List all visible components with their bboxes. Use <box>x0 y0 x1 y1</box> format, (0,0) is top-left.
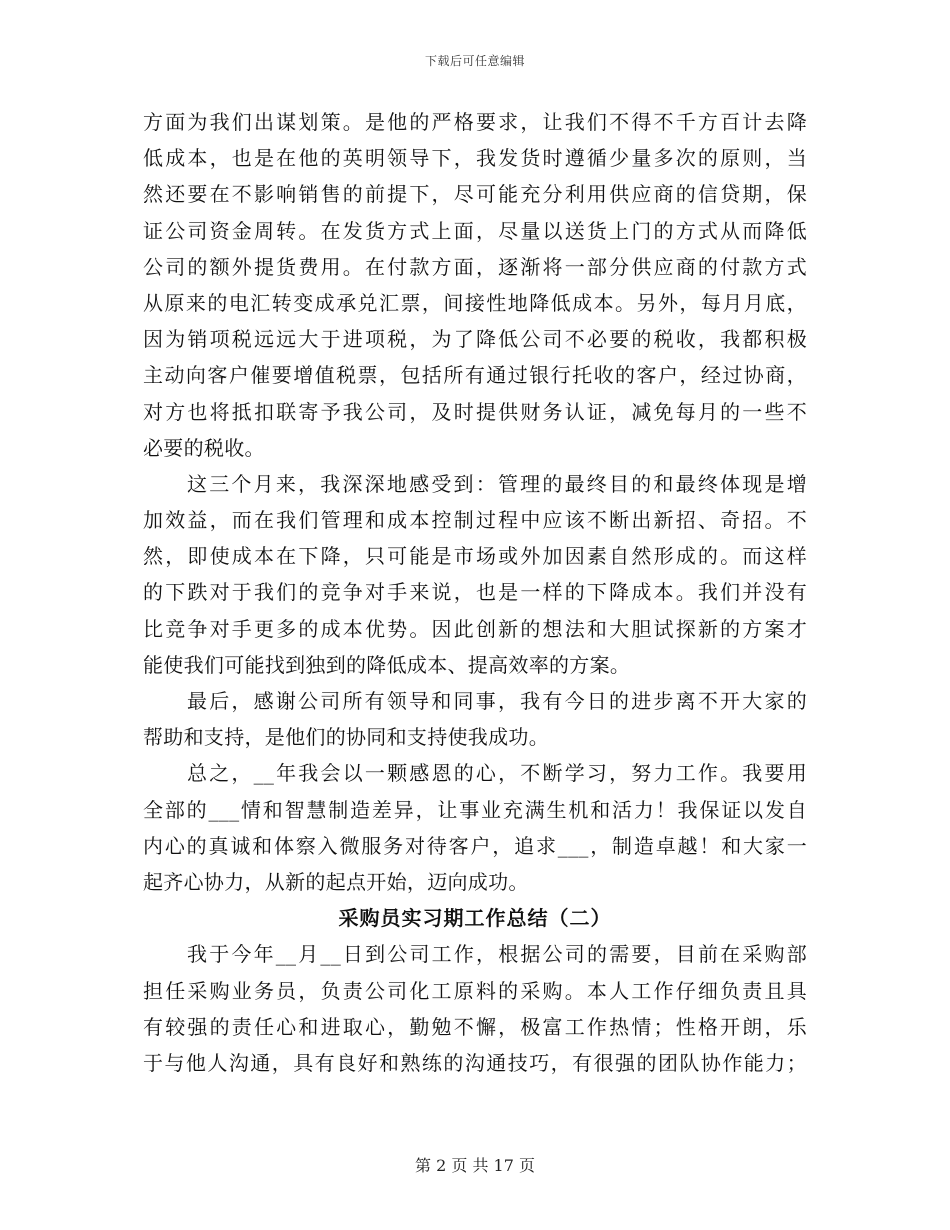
body-line: 证公司资金周转。在发货方式上面，尽量以送货上门的方式从而降低 <box>143 218 807 243</box>
download-note: 下载后可任意编辑 <box>424 54 525 68</box>
body-line: 于与他人沟通，具有良好和熟练的沟通技巧，有很强的团队协作能力； <box>143 1050 807 1075</box>
body-line: 主动向客户催要增值税票，包括所有通过银行托收的客户，经过协商， <box>143 363 807 388</box>
body-line: 有较强的责任心和进取心，勤勉不懈，极富工作热情；性格开朗，乐 <box>143 1014 807 1039</box>
body-line: 低成本，也是在他的英明领导下，我发货时遵循少量多次的原则，当 <box>143 146 807 171</box>
body-line: 加效益，而在我们管理和成本控制过程中应该不断出新招、奇招。不 <box>143 508 807 533</box>
page-number: 第 2 页 共 17 页 <box>415 1156 535 1175</box>
body-line: 然，即使成本在下降，只可能是市场或外加因素自然形成的。而这样 <box>143 544 807 569</box>
body-line: 必要的税收。 <box>143 435 265 460</box>
body-line: 内心的真诚和体察入微服务对待客户，追求___，制造卓越！和大家一 <box>143 833 807 858</box>
body-line: 担任采购业务员，负责公司化工原料的采购。本人工作仔细负责且具 <box>143 978 807 1003</box>
body-line: 总之，__年我会以一颗感恩的心，不断学习，努力工作。我要用 <box>187 761 807 786</box>
body-line: 方面为我们出谋划策。是他的严格要求，让我们不得不千方百计去降 <box>143 110 807 134</box>
body-line: 帮助和支持，是他们的协同和支持使我成功。 <box>143 725 549 750</box>
body-line: 比竞争对手更多的成本优势。因此创新的想法和大胆试探新的方案才 <box>143 616 807 641</box>
body-line: 最后，感谢公司所有领导和同事，我有今日的进步离不开大家的 <box>187 689 807 713</box>
body-line: 能使我们可能找到独到的降低成本、提高效率的方案。 <box>143 652 631 677</box>
body-line: 这三个月来，我深深地感受到：管理的最终目的和最终体现是增 <box>187 471 807 496</box>
body-line: 从原来的电汇转变成承兑汇票，间接性地降低成本。另外，每月月底， <box>143 290 807 315</box>
body-line: 然还要在不影响销售的前提下，尽可能充分利用供应商的信贷期，保 <box>143 182 807 207</box>
body-line: 起齐心协力，从新的起点开始，迈向成功。 <box>143 869 529 894</box>
body-line: 我于今年__月__日到公司工作，根据公司的需要，目前在采购部 <box>187 942 807 967</box>
body-line: 对方也将抵扣联寄予我公司，及时提供财务认证，减免每月的一些不 <box>143 399 807 424</box>
body-line: 公司的额外提货费用。在付款方面，逐渐将一部分供应商的付款方式 <box>143 254 807 279</box>
document-body <box>143 104 807 1081</box>
body-line: 的下跌对于我们的竞争对手来说，也是一样的下降成本。我们并没有 <box>143 580 807 605</box>
body-line: 因为销项税远远大于进项税，为了降低公司不必要的税收，我都积极 <box>143 327 807 352</box>
section-heading: 采购员实习期工作总结（二） <box>338 906 612 931</box>
body-line: 全部的___情和智慧制造差异，让事业充满生机和活力！我保证以发自 <box>143 797 807 822</box>
